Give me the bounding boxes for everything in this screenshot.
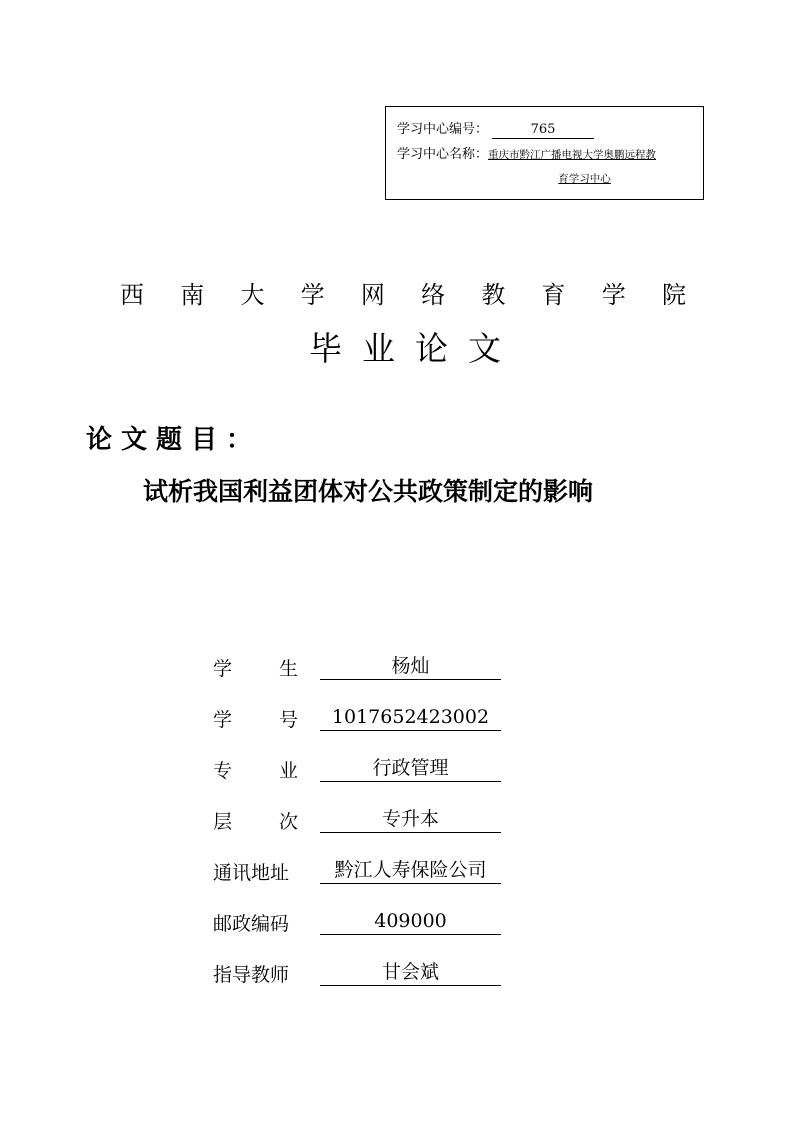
field-postal-code bbox=[213, 909, 513, 935]
field-value: 409000 bbox=[320, 909, 501, 935]
field-label bbox=[213, 807, 298, 834]
doc-type-char: 业 bbox=[362, 329, 395, 368]
field-label bbox=[213, 756, 298, 783]
doc-type-char: 论 bbox=[415, 329, 448, 368]
field-value: 黔江人寿保险公司 bbox=[320, 858, 501, 884]
field-student bbox=[213, 654, 513, 680]
university-char: 教 bbox=[481, 281, 506, 309]
center-name-label: 学习中心名称： bbox=[397, 147, 489, 162]
field-address bbox=[213, 858, 513, 884]
field-major bbox=[213, 756, 513, 782]
field-value: 1017652423002 bbox=[320, 705, 501, 731]
thesis-title-label: 论文题目： bbox=[86, 425, 262, 455]
field-label-char: 专 bbox=[213, 760, 233, 782]
university-name bbox=[120, 275, 686, 310]
field-label bbox=[213, 654, 298, 681]
center-name-row bbox=[397, 143, 656, 162]
field-label-char: 指导教师 bbox=[213, 964, 290, 986]
field-label-char: 学 bbox=[213, 658, 233, 680]
learning-center-box bbox=[385, 106, 704, 200]
university-char: 学 bbox=[601, 281, 626, 309]
thesis-title: 试析我国利益团体对公共政策制定的影响 bbox=[143, 477, 594, 506]
field-advisor bbox=[213, 960, 513, 986]
university-char: 大 bbox=[240, 281, 265, 309]
field-value: 甘会斌 bbox=[320, 960, 501, 986]
field-label-char: 层 bbox=[213, 811, 233, 833]
field-label bbox=[213, 960, 298, 987]
university-char: 络 bbox=[421, 281, 446, 309]
field-label-char: 通讯地址 bbox=[213, 862, 290, 884]
field-label bbox=[213, 909, 298, 936]
university-char: 育 bbox=[541, 281, 566, 309]
center-number-value: 765 bbox=[492, 122, 594, 139]
field-value: 杨灿 bbox=[320, 654, 501, 680]
center-name-line2: 育学习中心 bbox=[558, 173, 611, 185]
field-value: 专升本 bbox=[320, 807, 501, 833]
field-label-char: 生 bbox=[278, 658, 298, 680]
field-label bbox=[213, 858, 298, 885]
center-number-label: 学习中心编号： bbox=[397, 122, 489, 137]
field-label-char: 学 bbox=[213, 709, 233, 731]
center-name-line1: 重庆市黔江广播电视大学奥鹏远程教 bbox=[488, 149, 657, 161]
field-value: 行政管理 bbox=[320, 756, 501, 782]
university-char: 网 bbox=[360, 281, 385, 309]
university-char: 西 bbox=[120, 281, 144, 309]
doc-type-char: 毕 bbox=[309, 329, 342, 368]
field-level bbox=[213, 807, 513, 833]
university-char: 学 bbox=[300, 281, 325, 309]
university-char: 南 bbox=[180, 281, 205, 309]
field-label-char: 邮政编码 bbox=[213, 913, 290, 935]
field-student-id bbox=[213, 705, 513, 731]
doc-type-char: 文 bbox=[468, 329, 501, 368]
field-label bbox=[213, 705, 298, 732]
university-char: 院 bbox=[661, 281, 686, 309]
center-number-row bbox=[397, 118, 594, 139]
document-type bbox=[309, 323, 501, 370]
field-label-char: 业 bbox=[278, 760, 298, 782]
field-label-char: 次 bbox=[278, 811, 298, 833]
field-label-char: 号 bbox=[278, 709, 298, 731]
